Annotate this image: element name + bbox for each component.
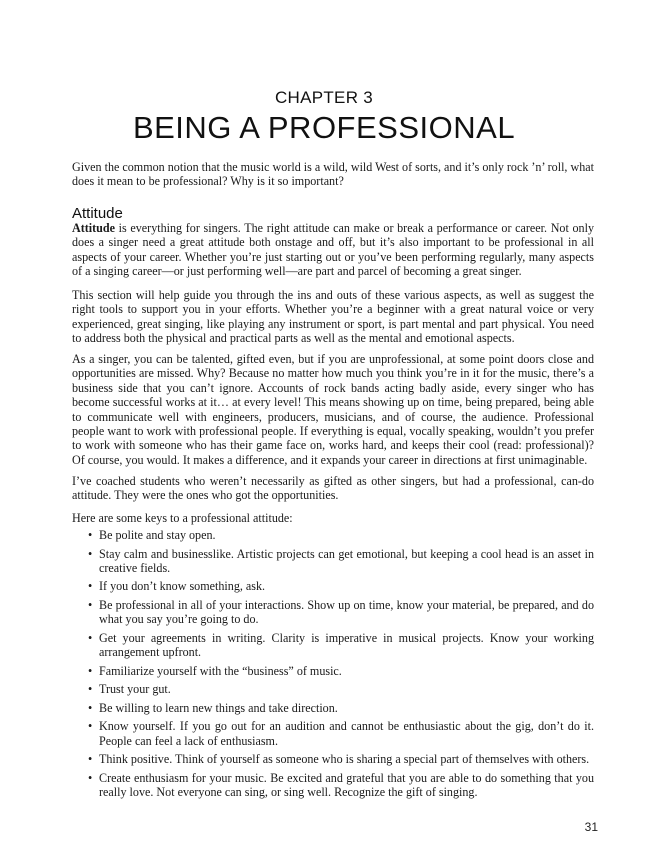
list-item-text: Be willing to learn new things and take direction. [99, 700, 338, 715]
list-item-text: Be professional in all of your interactions. Show up on time, know your material, be prepared, and do what you say you’re going to do. [99, 597, 594, 627]
list-item-text: Get your agreements in writing. Clarity is imperative in musical projects. Know your working arrangement upfront. [99, 630, 594, 660]
bullet-glyph: • [88, 663, 93, 678]
list-item [88, 682, 594, 696]
list-item-text: Think positive. Think of yourself as someone who is sharing a special part of themselves with others. [99, 752, 590, 767]
list-item-text: Trust your gut. [99, 682, 171, 697]
list-item [88, 631, 594, 660]
professional-attitude-keys-list [88, 528, 594, 804]
bullet-glyph: • [88, 528, 93, 542]
chapter-label: CHAPTER 3 [274, 88, 374, 107]
list-item-text: Stay calm and businesslike. Artistic projects can get emotional, but keeping a cool head is an asset in creative fields. [99, 546, 594, 575]
list-item [88, 719, 594, 748]
list-item-text: Know yourself. If you go out for an audition and cannot be enthusiastic about the gig, don’t do it. People can feel a lack of enthusiasm. [99, 719, 594, 748]
list-item [88, 664, 594, 678]
list-item-text: Create enthusiasm for your music. Be excited and grateful that you are able to do something that you really love. Not everyone can sing, or sing well. Recognize the gift of singing. [99, 770, 594, 800]
list-item [88, 579, 594, 593]
attitude-lead-term: Attitude [72, 221, 115, 235]
list-item-text: Be polite and stay open. [99, 528, 216, 542]
list-item [88, 771, 594, 800]
bullet-glyph: • [88, 579, 93, 594]
list-item-text: If you don’t know something, ask. [99, 579, 266, 594]
list-item-text: Familiarize yourself with the “business” of music. [99, 663, 342, 678]
list-item [88, 547, 594, 576]
intro-paragraph: Given the common notion that the music world is a wild, wild West of sorts, and it’s only rock ’n’ roll, what does it mean to be professional? Why is it so important? [72, 160, 594, 189]
bullet-glyph: • [88, 700, 93, 715]
page-number: 31 [584, 820, 598, 834]
list-item [88, 701, 594, 715]
keys-intro-paragraph: Here are some keys to a professional attitude: [72, 511, 293, 525]
list-item [88, 598, 594, 627]
talent-paragraph: As a singer, you can be talented, gifted even, but if you are unprofessional, at some point doors close and opportunities are missed. Why? Because no matter how much you think you’re in it for the music, there’s a business side that you can’t ignore. Accounts of rock bands acting badly aside, every singer who has become successful works at it… at every level! This means showing up on time, being prepared, being able to communicate well with engineers, producers, musicians, and of course, the audience. Professional people want to work with professional people. If everything is equal, vocally speaking, wouldn’t you prefer to work with someone who has their game face on, works hard, and keeps their cool (read: professional)? Of course, you would. It makes a difference, and it expands your career in directions at first unimaginable. [72, 352, 594, 467]
list-item [88, 752, 594, 766]
bullet-glyph: • [88, 719, 93, 734]
bullet-glyph: • [88, 597, 93, 612]
attitude-lead-text: is everything for singers. The right attitude can make or break a performance or career. Not only does a singer need a great attitude both onstage and off, but it’s also important to be professional in all aspects of your career. Whether you’re just starting out or you’ve been performing regularly, many aspects of a singing career—or just performing well—are part and parcel of becoming a great singer. [72, 221, 594, 279]
guide-paragraph: This section will help guide you through the ins and outs of these various aspects, as well as suggest the right tools to support you in your efforts. Whether you’re a beginner with a great natural voice or very experienced, great singing, like playing any instrument or sport, is part mental and part physical. You need to address both the physical and practical parts as well as the mental and emotional aspects. [72, 288, 594, 346]
section-heading-attitude: Attitude [72, 205, 123, 222]
list-item [88, 528, 594, 542]
bullet-glyph: • [88, 630, 93, 645]
bullet-glyph: • [88, 752, 93, 767]
bullet-glyph: • [88, 682, 93, 697]
chapter-title: BEING A PROFESSIONAL [132, 110, 516, 145]
bullet-glyph: • [88, 546, 93, 561]
bullet-glyph: • [88, 770, 93, 785]
attitude-paragraph [72, 221, 594, 279]
coached-paragraph: I’ve coached students who weren’t necessarily as gifted as other singers, but had a professional, can-do attitude. They were the ones who got the opportunities. [72, 474, 594, 503]
